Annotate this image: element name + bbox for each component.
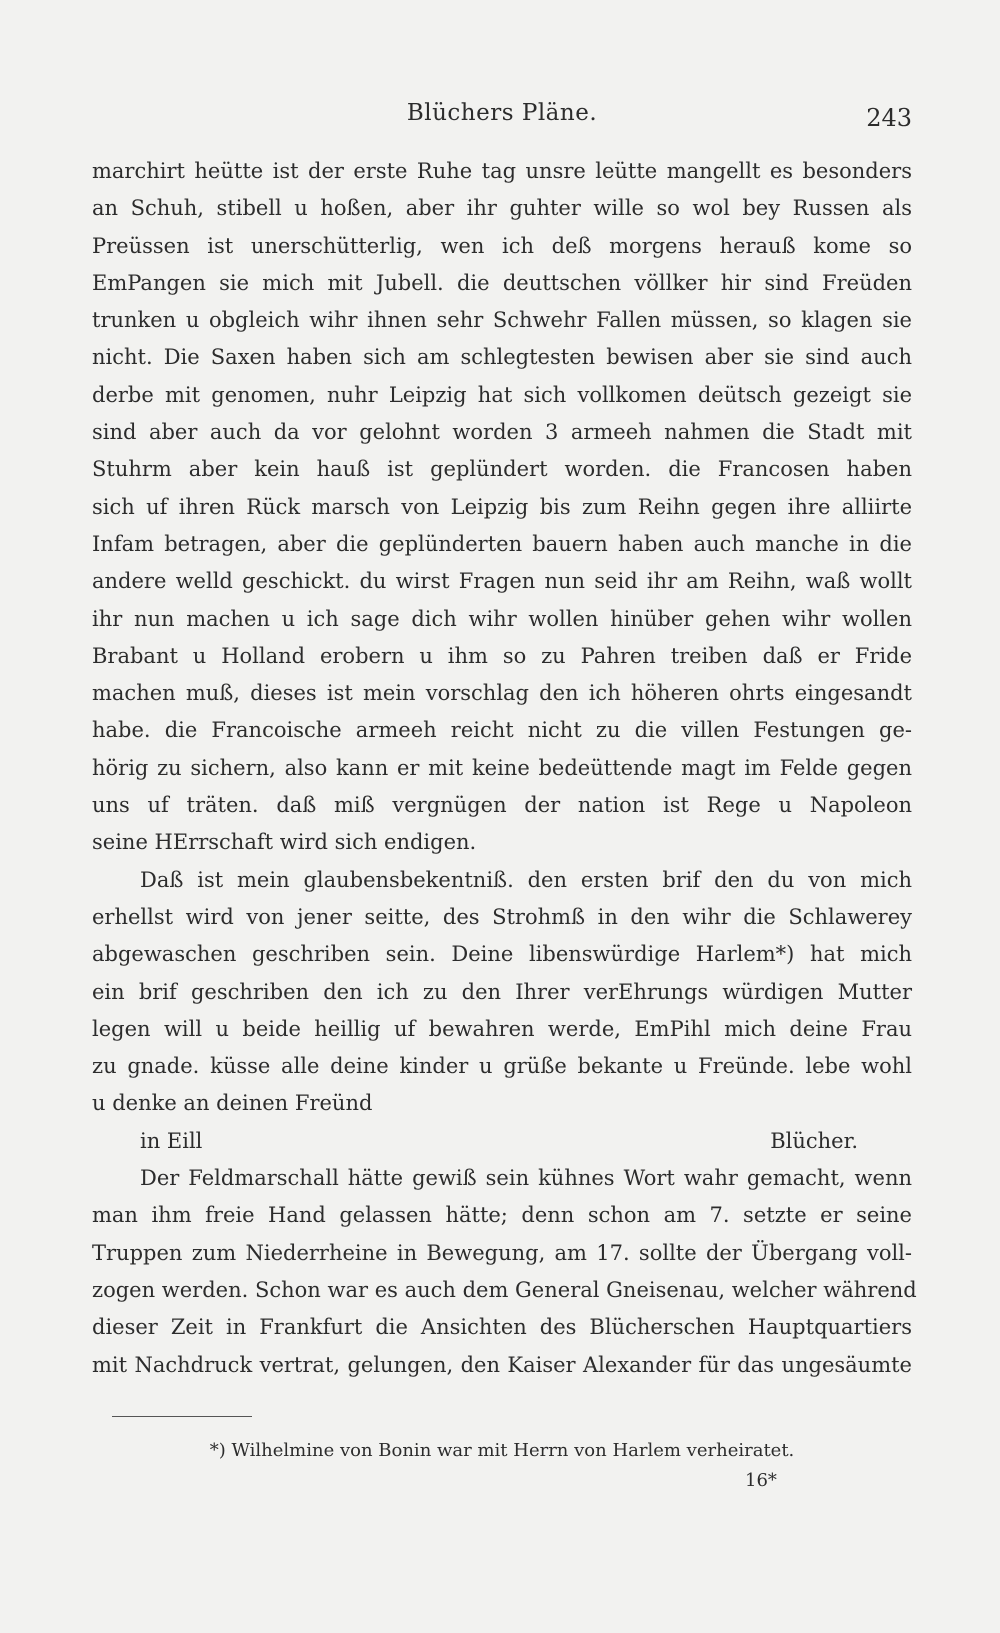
body-text [92, 153, 917, 1384]
text-line: zogen werden. Schon war es auch dem General Gneisenau, welcher während [92, 1277, 917, 1302]
text-line: legen will u beide heillig uf bewahren werde, EmPihl mich deine Frau [92, 1016, 912, 1041]
text-line: habe. die Francoische armeeh reicht nicht zu die villen Festungen ge- [92, 718, 912, 743]
signature-place: in Eill [140, 1128, 203, 1153]
text-line: seine HErrschaft wird sich endigen. [92, 830, 477, 855]
text-line: Der Feldmarschall hätte gewiß sein kühnes Wort wahr gemacht, wenn [140, 1166, 912, 1191]
text-line: man ihm freie Hand gelassen hätte; denn schon am 7. setzte er seine [92, 1203, 912, 1228]
text-line: EmPangen sie mich mit Jubell. die deuttschen völlker hir sind Freüden [92, 270, 912, 295]
page-number: 243 [866, 104, 912, 132]
text-line: Daß ist mein glaubensbekentniß. den ersten brif den du von mich [140, 867, 912, 892]
text-line: nicht. Die Saxen haben sich am schlegtesten bewisen aber sie sind auch [92, 345, 912, 370]
text-line: Stuhrm aber kein hauß ist geplündert worden. die Francosen haben [92, 457, 912, 482]
letter-signature [92, 1123, 912, 1160]
text-line: zu gnade. küsse alle deine kinder u grüße bekante u Freünde. lebe wohl [92, 1054, 912, 1079]
text-line: erhellst wird von jener seitte, des Strohmß in den wihr die Schlawerey [92, 904, 912, 929]
text-line: Truppen zum Niederrheine in Bewegung, am 17. sollte der Übergang voll- [92, 1240, 912, 1265]
text-line: mit Nachdruck vertrat, gelungen, den Kaiser Alexander für das ungesäumte [92, 1352, 912, 1377]
text-line: hörig zu sichern, also kann er mit keine bedeüttende magt im Felde gegen [92, 755, 912, 780]
text-line: derbe mit genomen, nuhr Leipzig hat sich vollkomen deütsch gezeigt sie [92, 382, 912, 407]
running-title: Blüchers Pläne. [406, 100, 598, 126]
text-line: ihr nun machen u ich sage dich wihr wollen hinüber gehen wihr wollen [92, 606, 912, 631]
printer-signature-mark: 16* [745, 1470, 777, 1491]
text-line: trunken u obgleich wihr ihnen sehr Schwehr Fallen müssen, so klagen sie [92, 308, 912, 333]
text-line: uns uf träten. daß miß vergnügen der nation ist Rege u Napoleon [92, 793, 912, 818]
text-line: abgewaschen geschriben sein. Deine libenswürdige Harlem*) hat mich [92, 942, 912, 967]
text-line: u denke an deinen Freünd [92, 1091, 373, 1116]
signature-name: Blücher. [770, 1128, 858, 1153]
text-line: an Schuh, stibell u hoßen, aber ihr guhter wille so wol bey Russen als [92, 196, 912, 221]
footnote: *) Wilhelmine von Bonin war mit Herrn von Harlem verheiratet. [209, 1440, 795, 1461]
text-line: sich uf ihren Rück marsch von Leipzig bis zum Reihn gegen ihre alliirte [92, 494, 912, 519]
text-line: ein brif geschriben den ich zu den Ihrer verEhrungs würdigen Mutter [92, 979, 912, 1004]
text-line: Brabant u Holland erobern u ihm so zu Pahren treiben daß er Fride [92, 643, 912, 668]
text-line: andere welld geschickt. du wirst Fragen nun seid ihr am Reihn, waß wollt [92, 569, 912, 594]
running-head [92, 100, 912, 140]
text-line: sind aber auch da vor gelohnt worden 3 armeeh nahmen die Stadt mit [92, 420, 912, 445]
text-line: Infam betragen, aber die geplünderten bauern haben auch manche in die [92, 531, 912, 556]
text-line: dieser Zeit in Frankfurt die Ansichten des Blücherschen Hauptquartiers [92, 1315, 912, 1340]
text-line: marchirt heütte ist der erste Ruhe tag unsre leütte mangellt es besonders [92, 159, 912, 183]
footnote-rule [112, 1416, 252, 1417]
text-line: machen muß, dieses ist mein vorschlag den ich höheren ohrts eingesandt [92, 681, 912, 706]
text-line: Preüssen ist unerschütterlig, wen ich deß morgens herauß kome so [92, 233, 912, 258]
